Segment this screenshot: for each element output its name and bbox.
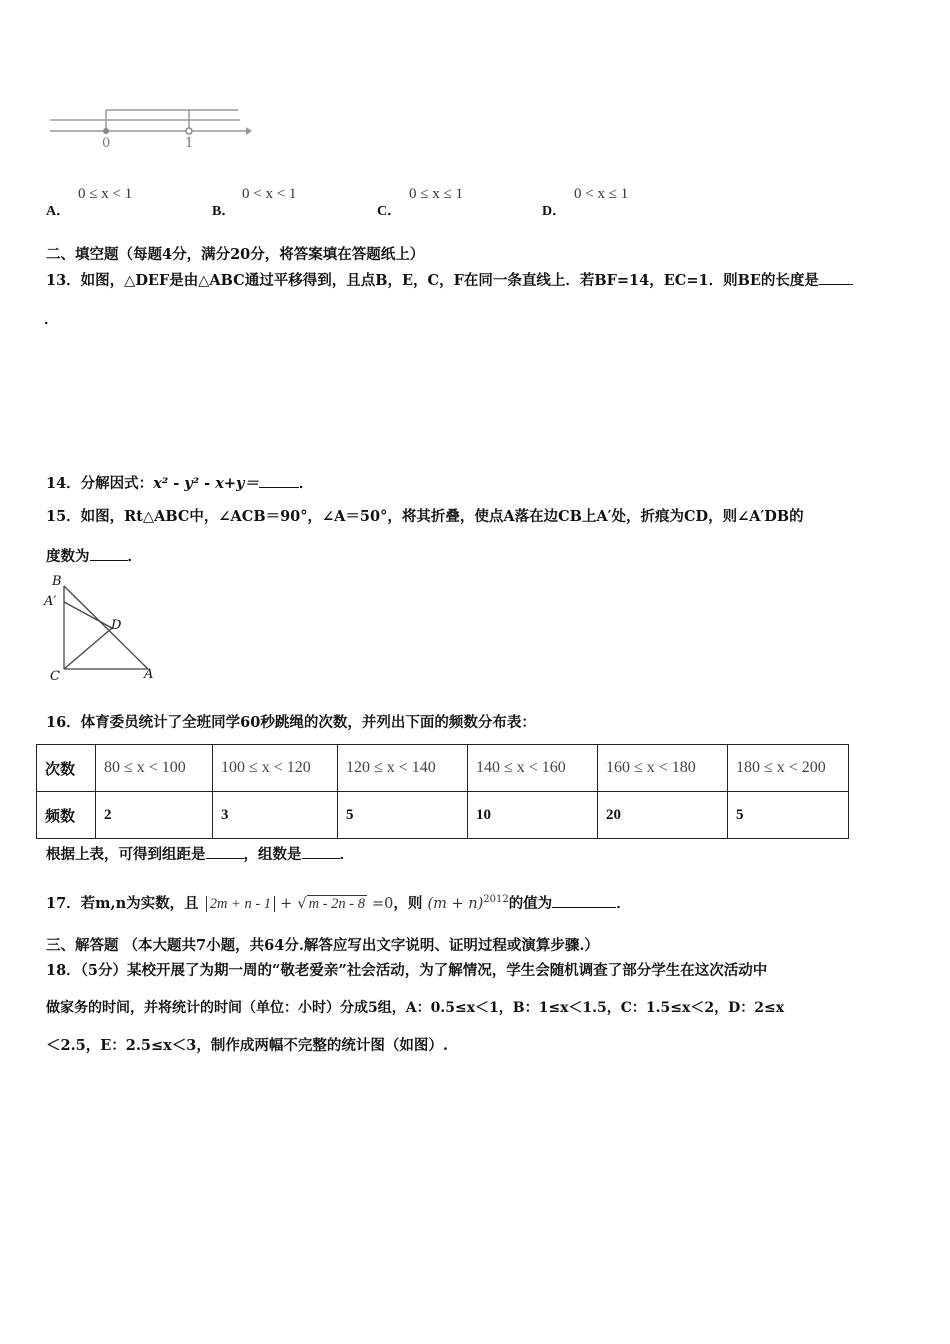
frequency-cell: 5 — [338, 792, 468, 839]
after-table-text-1: 根据上表，可得到组距是 — [46, 846, 206, 863]
range-cell: 180 ≤ x < 200 — [728, 745, 849, 792]
question-17-then: ，则 — [393, 894, 423, 912]
plus-sign: + — [280, 895, 293, 912]
number-line-figure — [48, 100, 258, 156]
question-18-line1: 18．（5分）某校开展了为期一周的“敬老爱亲”社会活动，为了解情况，学生会随机调查了部分学生在这次活动中 — [46, 962, 768, 979]
range-cell: 80 ≤ x < 100 — [96, 745, 213, 792]
question-15-end: ． — [127, 548, 142, 565]
label-b: B — [52, 574, 62, 589]
power-exponent: 2012 — [483, 894, 509, 905]
answer-blank — [90, 546, 128, 561]
question-14-expr: x² - y² - x+y＝ — [153, 475, 259, 492]
segment-a-prime-d — [64, 602, 112, 628]
power-base: (m + n) — [427, 895, 484, 912]
question-14-prefix: 14．分解因式： — [46, 475, 154, 492]
crease-cd — [64, 628, 112, 669]
tick-label-1: 1 — [185, 136, 194, 151]
frequency-cell: 20 — [598, 792, 728, 839]
question-17-end: ． — [616, 894, 631, 912]
question-18-line3: ＜2.5，E：2.5≤x＜3，制作成两幅不完整的统计图（如图）. — [46, 1037, 448, 1054]
section-2-title: 二、填空题（每题4分，满分20分，将答案填在答题纸上） — [46, 246, 425, 263]
after-table-end: ． — [339, 846, 354, 863]
option-d-expr: 0 < x ≤ 1 — [574, 186, 629, 202]
frequency-table — [36, 744, 849, 839]
question-14 — [46, 473, 313, 494]
range-cell: 120 ≤ x < 140 — [338, 745, 468, 792]
table-row-ranges — [37, 745, 849, 792]
equals-zero: =0 — [372, 895, 394, 912]
label-c: C — [50, 669, 60, 684]
label-a-prime: A′ — [44, 594, 57, 609]
frequency-cell: 2 — [96, 792, 213, 839]
option-b-label: B． — [212, 204, 236, 219]
question-15-line1: 15．如图，Rt△ABC中，∠ACB＝90°，∠A＝50°，将其折叠，使点A落在边CB上A′处，折痕为CD，则∠A′DB的 — [46, 508, 804, 525]
option-b-expr: 0 < x < 1 — [242, 186, 297, 202]
option-a-expr: 0 ≤ x < 1 — [78, 186, 133, 202]
label-d: D — [111, 618, 122, 633]
after-table-text-2: ，组数是 — [243, 846, 302, 863]
sqrt-symbol: √ — [297, 895, 307, 912]
answer-blank — [259, 473, 299, 488]
section-3-title: 三、解答题 （本大题共7小题，共64分.解答应写出文字说明、证明过程或演算步骤.） — [46, 937, 599, 954]
open-point-1 — [186, 128, 192, 134]
frequency-cell: 3 — [213, 792, 338, 839]
tick-label-0: 0 — [102, 136, 111, 151]
side-ba — [64, 586, 148, 669]
range-cell: 160 ≤ x < 180 — [598, 745, 728, 792]
row-header-frequency: 频数 — [37, 792, 96, 839]
frequency-cell: 5 — [728, 792, 849, 839]
answer-blank — [819, 270, 853, 285]
range-cell: 140 ≤ x < 160 — [468, 745, 598, 792]
option-d-label: D． — [542, 204, 567, 219]
frequency-cell: 10 — [468, 792, 598, 839]
question-15-prefix: 度数为 — [46, 548, 90, 565]
sqrt-expr: m - 2n - 8 — [308, 895, 365, 912]
table-row-frequencies — [37, 792, 849, 839]
answer-blank — [552, 893, 616, 908]
abs-value-expr: 2m + n - 1 — [206, 896, 275, 912]
option-a-label: A． — [46, 204, 71, 219]
question-15-line2 — [46, 546, 142, 567]
question-13-end: ． — [44, 311, 59, 328]
question-14-end: ． — [298, 475, 314, 492]
row-header-count: 次数 — [37, 745, 96, 792]
closed-point-0 — [103, 128, 109, 134]
answer-blank — [206, 844, 244, 859]
question-13 — [46, 270, 853, 291]
question-17-prefix: 17．若m,n为实数，且 — [46, 894, 199, 912]
question-17 — [46, 889, 631, 915]
option-c-expr: 0 ≤ x ≤ 1 — [409, 186, 463, 202]
question-16-after-table — [46, 844, 354, 865]
answer-blank — [302, 844, 340, 859]
question-18-line2: 做家务的时间，并将统计的时间（单位：小时）分成5组，A：0.5≤x＜1，B：1≤x＜1.5，C：1.5≤x＜2，D：2≤x — [46, 1000, 785, 1016]
question-17-suffix: 的值为 — [508, 894, 553, 912]
question-16-intro: 16．体育委员统计了全班同学60秒跳绳的次数，并列出下面的频数分布表： — [46, 714, 536, 731]
option-c-label: C． — [377, 204, 402, 219]
label-a: A — [144, 667, 154, 682]
range-cell: 100 ≤ x < 120 — [213, 745, 338, 792]
question-13-text: 13．如图，△DEF是由△ABC通过平移得到，且点B，E，C，F在同一条直线上．若BF=14，EC=1．则BE的长度是 — [46, 272, 819, 289]
